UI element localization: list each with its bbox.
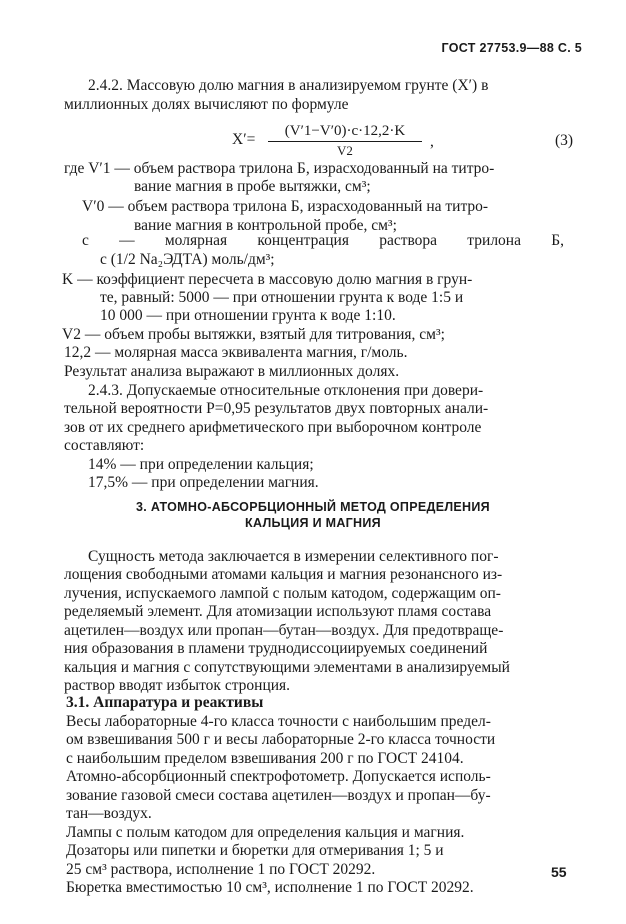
apparatus-line-3: с наибольшим пределом взвешивания 200 г по ГОСТ 24104. [66,750,464,767]
def-v0-line-2: вание магния в контрольной пробе, см³; [134,217,397,234]
formula-number: (3) [555,132,574,149]
result-line: Результат анализа выражают в миллионных долях. [64,363,400,380]
section-3-title-line-2: КАЛЬЦИЯ И МАГНИЯ [245,516,381,530]
def-v0-line-1: V′0 — объем раствора трилона Б, израсходованный на титро- [82,198,489,215]
def-c-line-2: c (1/2 Na₂ЭДТА) моль/дм³; [100,251,275,268]
def-molar-mass: 12,2 — молярная масса эквивалента магния, г/моль. [64,344,408,361]
tolerance-magnesium: 17,5% — при определении магния. [88,474,319,491]
formula-denominator: V2 [337,143,353,158]
essence-line-8: раствор вводят избыток стронция. [64,677,291,694]
essence-line-7: кальция и магния с сопутствующими элементами в анализируемый [64,659,510,676]
paragraph-2-4-3-line-1: 2.4.3. Допускаемые относительные отклонения при довери- [88,382,484,399]
essence-line-4: ределяемый элемент. Для атомизации используют пламя состава [64,603,492,620]
subsection-3-1-title: 3.1. Аппаратура и реактивы [66,694,264,711]
apparatus-line-6: тан—воздух. [66,805,152,822]
essence-line-1: Сущность метода заключается в измерении селективного пог- [88,548,499,565]
apparatus-line-8: Дозаторы или пипетки и бюретки для отмеривания 1; 5 и [66,842,444,859]
formula-fraction [268,123,422,159]
def-k-line-1: K — коэффициент пересчета в массовую долю магния в грун- [62,271,473,288]
paragraph-2-4-3-line-2: тельной вероятности P=0,95 результатов двух повторных анали- [64,400,489,417]
def-k-line-3: 10 000 — при отношении грунта к воде 1:10. [100,307,396,324]
formula-numerator: (V′1−V′0)·c·12,2·K [268,123,422,142]
tolerance-calcium: 14% — при определении кальция; [88,456,314,473]
apparatus-line-5: зование газовой смеси состава ацетилен—воздух и пропан—бу- [66,787,491,804]
def-k-line-2: те, равный: 5000 — при отношении грунта к воде 1:5 и [100,289,464,306]
def-c-line-1: c — молярная концентрация раствора трилона Б, [82,232,564,249]
paragraph-2-4-2-line-1: 2.4.2. Массовую долю магния в анализируемом грунте (X′) в [88,77,489,94]
essence-line-2: лощения свободными атомами кальция и магния резонансного из- [64,566,503,583]
formula-lhs: X′= [232,131,256,148]
apparatus-line-7: Лампы с полым катодом для определения кальция и магния. [66,824,465,841]
def-v2: V2 — объем пробы вытяжки, взятый для титрования, см³; [62,326,445,343]
page-number: 55 [551,864,567,880]
essence-line-5: ацетилен—воздух или пропан—бутан—воздух. Для предотвраще- [64,622,504,639]
apparatus-line-10: Бюретка вместимостью 10 см³, исполнение 1 по ГОСТ 20292. [66,879,474,896]
essence-line-3: лучения, испускаемого лампой с полым катодом, содержащим оп- [64,585,501,602]
apparatus-line-4: Атомно-абсорбционный спектрофотометр. Допускается исполь- [66,768,491,785]
paragraph-2-4-3-line-3: зов от их среднего арифметического при выборочном контроле [64,419,482,436]
section-3-title-line-1: 3. АТОМНО-АБСОРБЦИОННЫЙ МЕТОД ОПРЕДЕЛЕНИЯ [136,500,490,514]
paragraph-2-4-2-line-2: миллионных долях вычисляют по формуле [64,96,349,113]
paragraph-2-4-3-line-4: составляют: [64,437,145,454]
page-header: ГОСТ 27753.9—88 С. 5 [441,41,582,55]
def-v1-line-1: где V′1 — объем раствора трилона Б, израсходованный на титро- [64,160,495,177]
apparatus-line-9: 25 см³ раствора, исполнение 1 по ГОСТ 20292. [66,861,376,878]
apparatus-line-1: Весы лабораторные 4-го класса точности с наибольшим предел- [66,713,491,730]
essence-line-6: ния образования в пламени труднодиссоциируемых соединений [64,640,488,657]
def-v1-line-2: вание магния в пробе вытяжки, см³; [134,178,371,195]
apparatus-line-2: ом взвешивания 500 г и весы лабораторные 2-го класса точности [66,731,496,748]
formula-comma: , [430,133,434,150]
